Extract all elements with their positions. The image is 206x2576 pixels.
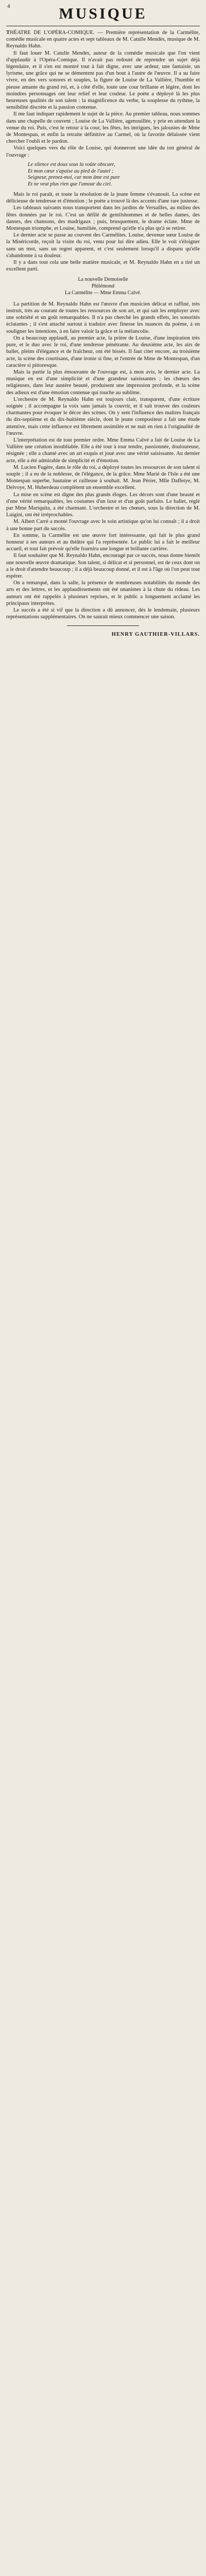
article-paragraph: L'orchestre de M. Reynaldo Hahn est toujours clair, transparent, d'une écriture soignée ; il accompagne la voix sans jamais la couvrir, et il sait trouver des couleurs charmantes pour évoquer le décor des scènes. On y sent l'influence des maîtres français du dix-septième et du dix-huitième siècle, dont le jeune compositeur a fait une étude attentive, mais cette influence est librement assimilée et ne nuit en rien à l'originalité de l'œuvre. (6, 396, 200, 436)
article-paragraph: M. Albert Carré a monté l'ouvrage avec le soin artistique qu'on lui connaît ; il a droit à une bonne part du succès. (6, 519, 200, 532)
article-paragraph: Voici quelques vers du rôle de Louise, qui donneront une idée du ton général de l'ouvrage : (6, 145, 200, 158)
article-paragraph: En somme, la Carmélite est une œuvre fort intéressante, qui fait le plus grand honneur à ses auteurs et au théâtre qui l'a représentée. Le public lui a fait le meilleur accueil, et tout fait prévoir qu'elle fournira une longue et brillante carrière. (6, 532, 200, 552)
article-paragraph: Il y a dans tout cela une belle matière musicale, et M. Reynaldo Hahn en a tiré un excellent parti. (6, 260, 200, 273)
article-paragraph: On a remarqué, dans la salle, la présence de nombreuses notabilités du monde des arts et des lettres, et les applaudissements ont été unanimes à la chute du rideau. Les auteurs ont été rappelés à plusieurs reprises, et le public a longuement acclamé les principaux interprètes. (6, 580, 200, 606)
article-paragraph: L'interprétation est de tout premier ordre. Mme Emma Calvé a fait de Louise de La Vallière une création inoubliable. Elle a été tour à tour tendre, passionnée, douloureuse, résignée ; elle a chanté avec un art exquis et joué avec une vérité saisissante. Au dernier acte, elle a été admirable de simplicité et d'émotion. (6, 437, 200, 464)
article-paragraph: Le succès a été si vif que la direction a dû annoncer, dès le lendemain, plusieurs représentations supplémentaires. On ne saurait mieux commencer une saison. (6, 607, 200, 620)
newspaper-page (6, 0, 200, 638)
music-review-article (6, 29, 200, 638)
author-signature: HENRY GAUTHIER-VILLARS. (111, 632, 200, 638)
article-paragraph: Il me faut indiquer rapidement le sujet de la pièce. Au premier tableau, nous sommes dans une chapelle de couvent ; Louise de La Vallière, agenouillée, y prie en attendant la venue du roi. Puis, c'est le retour à la cour, les fêtes, les intrigues, les jalousies de Mme de Montespan, et enfin la retraite définitive au Carmel, où la favorite délaissée vient chercher l'oubli et le pardon. (6, 111, 200, 145)
article-paragraph: Le dernier acte se passe au couvent des Carmélites. Louise, devenue sœur Louise de la Miséricorde, reçoit la visite du roi, venu pour lui dire adieu. Elle le voit s'éloigner sans un mot, sans un regret apparent, et c'est seulement lorsqu'il a disparu qu'elle s'abandonne à sa douleur. (6, 232, 200, 259)
article-paragraph: Il faut souhaiter que M. Reynaldo Hahn, encouragé par ce succès, nous donne bientôt une nouvelle œuvre dramatique. Son talent, si délicat et si personnel, est de ceux dont on a le droit d'attendre beaucoup ; il a déjà beaucoup donné, et il est à l'âge où l'on peut tout espérer. (6, 553, 200, 579)
quoted-verse: Le silence est doux sous la voûte obscure, Et mon cœur s'apaise au pied de l'autel ; Seigneur, prenez-moi, car mon âme est pure Et ne veut plus rien que l'amour du ciel. (28, 161, 120, 188)
cast-list: La nouvelle Demoiselle Philémond La Carmélite — Mme Emma Calvé. (64, 277, 142, 296)
article-paragraph: Il faut louer M. Catulle Mendès, auteur de la comédie musicale que l'on vient d'applaudir à l'Opéra-Comique. Il n'avait pas redouté de reprendre un sujet déjà légendaire, et il s'en est montré tout à fait digne, avec une ardeur, une fantaisie, un lyrisme, une grâce qui ne se démentent pas d'un bout à l'autre de l'œuvre. Il a su faire vivre, en des vers sonores et souples, la figure de Louise de La Vallière, l'humble et pieuse amante du grand roi, et, à côté d'elle, toute une cour brillante et légère, dont les moindres personnages ont leur relief et leur couleur. Le poète a déployé là les plus heureuses qualités de son talent : la magnificence du verbe, la souplesse du rythme, la sensibilité discrète et la passion contenue. (6, 50, 200, 111)
closing-divider (67, 625, 139, 626)
section-header (6, 3, 200, 26)
article-paragraph: La partition de M. Reynaldo Hahn est l'œuvre d'un musicien délicat et raffiné, très instruit, très au courant de toutes les ressources de son art, et qui sait les employer avec une sobriété et un goût remarquables. Il n'a pas cherché les grands effets, les sonorités éclatantes ; il s'est attaché surtout à traduire avec finesse les nuances du poème, à en souligner les intentions, à en faire valoir la grâce et la mélancolie. (6, 301, 200, 334)
article-paragraph: Les tableaux suivants nous transportent dans les jardins de Versailles, au milieu des fêtes données par le roi. C'est un défilé de gentilshommes et de belles dames, des danses, des chansons, des madrigaux ; puis, brusquement, le drame éclate. Mme de Montespan triomphe, et Louise, humiliée, comprend qu'elle n'a plus qu'à se retirer. (6, 205, 200, 232)
article-paragraph: Mais la partie la plus émouvante de l'ouvrage est, à mon avis, le dernier acte. La musique en est d'une simplicité et d'une grandeur saisissantes ; les chœurs des religieuses, dans leur austère beauté, produisent une impression profonde, et la scène des adieux est d'une émotion contenue qui touche au sublime. (6, 369, 200, 396)
article-paragraph: La mise en scène est digne des plus grands éloges. Les décors sont d'une beauté et d'une vérité remarquables, les costumes d'un luxe et d'un goût parfaits. Le ballet, réglé par Mme Mariquita, a été charmant. L'orchestre et les chœurs, sous la direction de M. Luigini, ont été irréprochables. (6, 492, 200, 518)
issue-number: 4 (7, 3, 10, 9)
article-paragraph: On a beaucoup applaudi, au premier acte, la prière de Louise, d'une inspiration très pure, et le duo avec le roi, d'une tendresse pénétrante. Au deuxième acte, les airs de ballet, pleins d'élégance et de fraîcheur, ont été bissés. Il faut citer encore, au troisième acte, la scène des courtisans, d'une ironie si fine, et l'entrée de Mme de Montespan, d'un caractère si pittoresque. (6, 335, 200, 368)
article-paragraph: Mais le roi paraît, et toute la résolution de la jeune femme s'évanouit. La scène est délicieuse de tendresse et d'émotion ; le poète a trouvé là des accents d'une rare justesse. (6, 192, 200, 205)
section-title: MUSIQUE (59, 5, 147, 22)
article-paragraph: M. Lucien Fugère, dans le rôle du roi, a déployé toutes les ressources de son talent si souple ; il a eu de la noblesse, de l'élégance, de la grâce. Mme Marié de l'Isle a été une Montespan superbe, hautaine et railleuse à souhait. M. Jean Périer, Mlle Daffetye, M. Delvoye, M. Huberdeau complètent un ensemble excellent. (6, 464, 200, 491)
article-lead: THÉATRE DE L'OPÉRA-COMIQUE. — Première représentation de la Carmélite, comédie musicale en quatre actes et sept tableaux de M. Catulle Mendès, musique de M. Reynaldo Hahn. (6, 30, 200, 49)
